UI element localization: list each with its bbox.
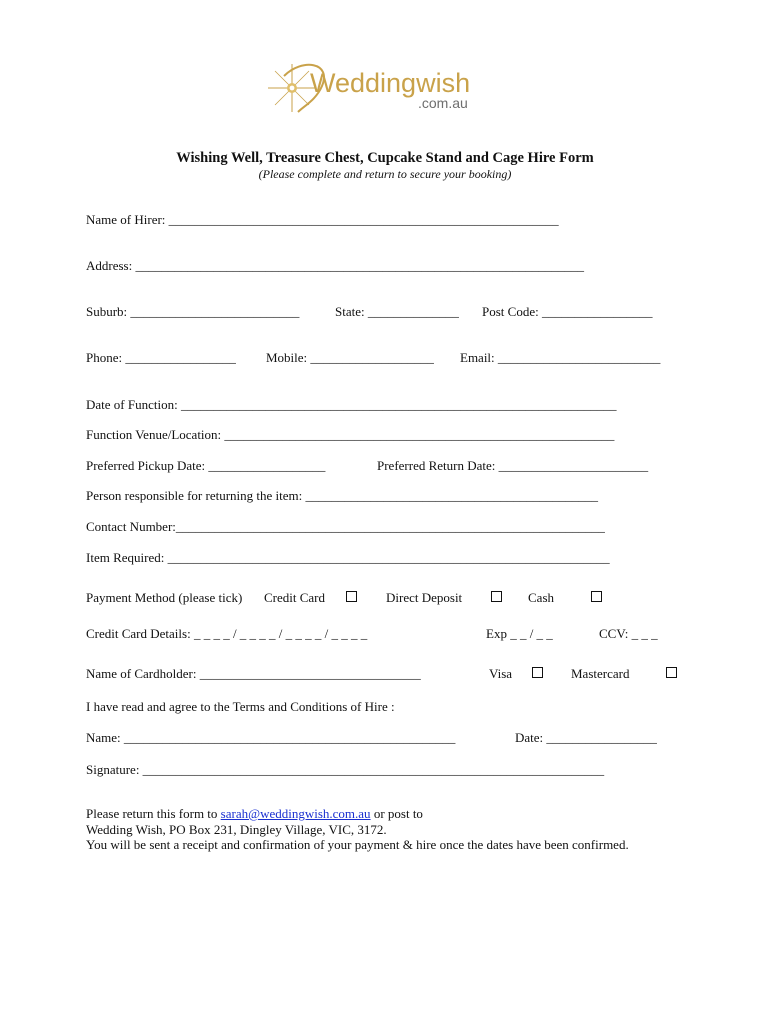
credit-card-label: Credit Card	[264, 590, 326, 605]
agreement-date-field[interactable]: Date: _________________	[515, 730, 657, 745]
visa-label: Visa	[489, 666, 513, 681]
return-suffix: or post to	[373, 806, 423, 821]
function-venue-field[interactable]: Function Venue/Location: ____________________________________________________________	[86, 427, 615, 442]
direct-deposit-label: Direct Deposit	[386, 590, 463, 605]
form-subtitle: (Please complete and return to secure your booking)	[258, 167, 512, 181]
credit-card-checkbox[interactable]	[346, 591, 357, 602]
form-title: Wishing Well, Treasure Chest, Cupcake Stand and Cage Hire Form	[176, 150, 594, 166]
contact-email-link[interactable]: sarah@weddingwish.com.au	[220, 806, 371, 821]
credit-card-details-field[interactable]: Credit Card Details: _ _ _ _ / _ _ _ _ / _ _ _ _ / _ _ _ _	[86, 626, 368, 641]
terms-agreement-statement: I have read and agree to the Terms and Conditions of Hire :	[86, 699, 395, 714]
name-of-cardholder-field[interactable]: Name of Cardholder: __________________________________	[86, 666, 421, 681]
phone-field[interactable]: Phone: _________________	[86, 350, 236, 365]
logo-domain: .com.au	[418, 95, 468, 111]
preferred-pickup-date-field[interactable]: Preferred Pickup Date: __________________	[86, 458, 326, 473]
person-responsible-field[interactable]: Person responsible for returning the item: _____________________________________________	[86, 488, 599, 503]
star-burst-icon	[268, 64, 316, 112]
mobile-field[interactable]: Mobile: ___________________	[266, 350, 434, 365]
return-prefix: Please return this form to	[86, 806, 218, 821]
ccv-field[interactable]: CCV: _ _ _	[599, 626, 658, 641]
mastercard-checkbox[interactable]	[666, 667, 677, 678]
agreement-name-field[interactable]: Name: ___________________________________________________	[86, 730, 456, 745]
contact-number-field[interactable]: Contact Number:__________________________________________________________________	[86, 519, 605, 534]
date-of-function-field[interactable]: Date of Function: ___________________________________________________________________	[86, 397, 617, 412]
expiry-field[interactable]: Exp _ _ / _ _	[486, 626, 553, 641]
logo-wordmark: Weddingwish	[310, 68, 471, 98]
address-field[interactable]: Address: _____________________________________________________________________	[86, 258, 584, 273]
cash-label: Cash	[528, 590, 554, 605]
mastercard-label: Mastercard	[571, 666, 630, 681]
email-field[interactable]: Email: _________________________	[460, 350, 661, 365]
return-instructions	[86, 806, 423, 822]
state-field[interactable]: State: ______________	[335, 304, 459, 319]
direct-deposit-checkbox[interactable]	[491, 591, 502, 602]
signature-field[interactable]: Signature: _______________________________________________________________________	[86, 762, 605, 777]
receipt-note: You will be sent a receipt and confirmation of your payment & hire once the dates have been confirmed.	[86, 837, 629, 852]
weddingwish-logo	[262, 56, 512, 116]
preferred-return-date-field[interactable]: Preferred Return Date: _______________________	[377, 458, 649, 473]
visa-checkbox[interactable]	[532, 667, 543, 678]
postal-address: Wedding Wish, PO Box 231, Dingley Village, VIC, 3172.	[86, 822, 387, 837]
name-of-hirer-field[interactable]: Name of Hirer: ____________________________________________________________	[86, 212, 559, 227]
cash-checkbox[interactable]	[591, 591, 602, 602]
item-required-field[interactable]: Item Required: ____________________________________________________________________	[86, 550, 610, 565]
suburb-field[interactable]: Suburb: __________________________	[86, 304, 300, 319]
post-code-field[interactable]: Post Code: _________________	[482, 304, 653, 319]
payment-method-label: Payment Method (please tick)	[86, 590, 243, 605]
